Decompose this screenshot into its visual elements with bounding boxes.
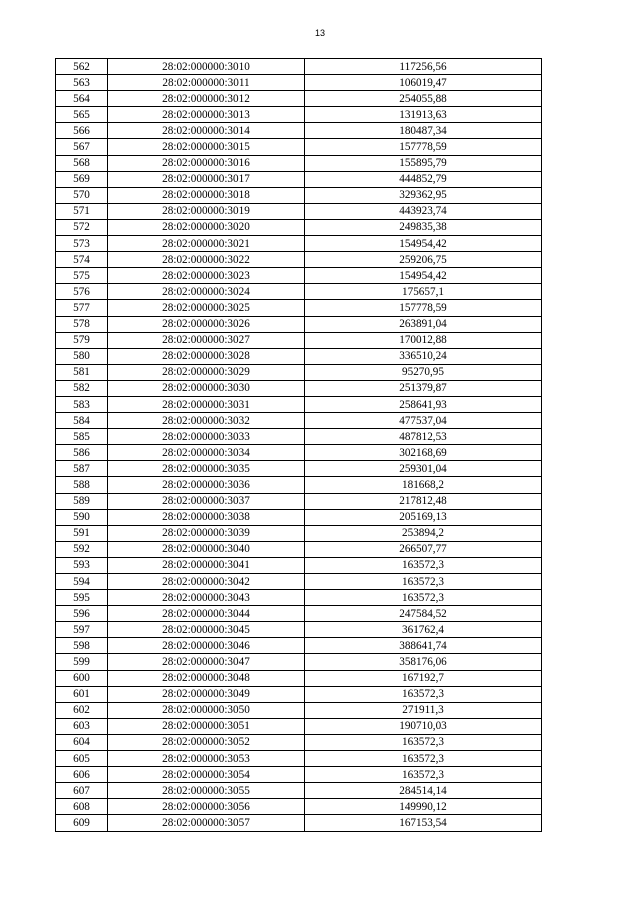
- value-cell: 163572,3: [305, 734, 542, 750]
- row-number-cell: 584: [56, 413, 108, 429]
- cadastral-number-cell: 28:02:000000:3023: [108, 268, 305, 284]
- value-cell: 253894,2: [305, 525, 542, 541]
- table-row: [56, 107, 542, 123]
- cadastral-number-cell: 28:02:000000:3029: [108, 364, 305, 380]
- value-cell: 170012,88: [305, 332, 542, 348]
- row-number-cell: 598: [56, 638, 108, 654]
- value-cell: 251379,87: [305, 380, 542, 396]
- row-number-cell: 588: [56, 477, 108, 493]
- table-row: [56, 91, 542, 107]
- row-number-cell: 583: [56, 396, 108, 412]
- table-row: [56, 574, 542, 590]
- table-row: [56, 557, 542, 573]
- value-cell: 358176,06: [305, 654, 542, 670]
- table-row: [56, 429, 542, 445]
- row-number-cell: 595: [56, 590, 108, 606]
- row-number-cell: 566: [56, 123, 108, 139]
- cadastral-number-cell: 28:02:000000:3016: [108, 155, 305, 171]
- table-row: [56, 252, 542, 268]
- row-number-cell: 576: [56, 284, 108, 300]
- cadastral-number-cell: 28:02:000000:3035: [108, 461, 305, 477]
- table-row: [56, 123, 542, 139]
- row-number-cell: 569: [56, 171, 108, 187]
- table-row: [56, 59, 542, 75]
- cadastral-number-cell: 28:02:000000:3011: [108, 75, 305, 91]
- value-cell: 163572,3: [305, 751, 542, 767]
- table-row: [56, 348, 542, 364]
- row-number-cell: 581: [56, 364, 108, 380]
- cadastral-number-cell: 28:02:000000:3044: [108, 606, 305, 622]
- table-row: [56, 590, 542, 606]
- row-number-cell: 586: [56, 445, 108, 461]
- table-row: [56, 445, 542, 461]
- value-cell: 477537,04: [305, 413, 542, 429]
- value-cell: 181668,2: [305, 477, 542, 493]
- value-cell: 259301,04: [305, 461, 542, 477]
- cadastral-number-cell: 28:02:000000:3034: [108, 445, 305, 461]
- value-cell: 154954,42: [305, 236, 542, 252]
- row-number-cell: 597: [56, 622, 108, 638]
- cadastral-number-cell: 28:02:000000:3022: [108, 252, 305, 268]
- value-cell: 106019,47: [305, 75, 542, 91]
- row-number-cell: 570: [56, 187, 108, 203]
- value-cell: 157778,59: [305, 300, 542, 316]
- value-cell: 163572,3: [305, 686, 542, 702]
- row-number-cell: 606: [56, 767, 108, 783]
- row-number-cell: 578: [56, 316, 108, 332]
- value-cell: 155895,79: [305, 155, 542, 171]
- cadastral-number-cell: 28:02:000000:3057: [108, 815, 305, 831]
- cadastral-table: [55, 58, 542, 832]
- row-number-cell: 563: [56, 75, 108, 91]
- table-row: [56, 268, 542, 284]
- cadastral-number-cell: 28:02:000000:3039: [108, 525, 305, 541]
- row-number-cell: 568: [56, 155, 108, 171]
- value-cell: 247584,52: [305, 606, 542, 622]
- value-cell: 190710,03: [305, 718, 542, 734]
- cadastral-number-cell: 28:02:000000:3045: [108, 622, 305, 638]
- cadastral-number-cell: 28:02:000000:3054: [108, 767, 305, 783]
- cadastral-number-cell: 28:02:000000:3046: [108, 638, 305, 654]
- cadastral-number-cell: 28:02:000000:3028: [108, 348, 305, 364]
- value-cell: 163572,3: [305, 767, 542, 783]
- cadastral-number-cell: 28:02:000000:3019: [108, 203, 305, 219]
- value-cell: 131913,63: [305, 107, 542, 123]
- cadastral-number-cell: 28:02:000000:3055: [108, 783, 305, 799]
- table-row: [56, 718, 542, 734]
- table-row: [56, 509, 542, 525]
- cadastral-number-cell: 28:02:000000:3013: [108, 107, 305, 123]
- row-number-cell: 564: [56, 91, 108, 107]
- table-row: [56, 364, 542, 380]
- table-row: [56, 751, 542, 767]
- row-number-cell: 572: [56, 219, 108, 235]
- value-cell: 443923,74: [305, 203, 542, 219]
- row-number-cell: 565: [56, 107, 108, 123]
- row-number-cell: 579: [56, 332, 108, 348]
- cadastral-number-cell: 28:02:000000:3012: [108, 91, 305, 107]
- row-number-cell: 609: [56, 815, 108, 831]
- value-cell: 302168,69: [305, 445, 542, 461]
- row-number-cell: 593: [56, 557, 108, 573]
- cadastral-number-cell: 28:02:000000:3038: [108, 509, 305, 525]
- value-cell: 163572,3: [305, 574, 542, 590]
- row-number-cell: 592: [56, 541, 108, 557]
- value-cell: 163572,3: [305, 557, 542, 573]
- table-row: [56, 236, 542, 252]
- cadastral-number-cell: 28:02:000000:3049: [108, 686, 305, 702]
- table-row: [56, 139, 542, 155]
- cadastral-number-cell: 28:02:000000:3042: [108, 574, 305, 590]
- value-cell: 336510,24: [305, 348, 542, 364]
- table-row: [56, 525, 542, 541]
- table-row: [56, 187, 542, 203]
- value-cell: 361762,4: [305, 622, 542, 638]
- value-cell: 149990,12: [305, 799, 542, 815]
- row-number-cell: 603: [56, 718, 108, 734]
- value-cell: 258641,93: [305, 396, 542, 412]
- table-row: [56, 316, 542, 332]
- cadastral-number-cell: 28:02:000000:3015: [108, 139, 305, 155]
- table-row: [56, 396, 542, 412]
- value-cell: 263891,04: [305, 316, 542, 332]
- value-cell: 157778,59: [305, 139, 542, 155]
- cadastral-number-cell: 28:02:000000:3021: [108, 236, 305, 252]
- row-number-cell: 587: [56, 461, 108, 477]
- row-number-cell: 577: [56, 300, 108, 316]
- row-number-cell: 596: [56, 606, 108, 622]
- value-cell: 163572,3: [305, 590, 542, 606]
- table-row: [56, 203, 542, 219]
- table-row: [56, 477, 542, 493]
- cadastral-number-cell: 28:02:000000:3033: [108, 429, 305, 445]
- cadastral-number-cell: 28:02:000000:3032: [108, 413, 305, 429]
- value-cell: 154954,42: [305, 268, 542, 284]
- value-cell: 259206,75: [305, 252, 542, 268]
- value-cell: 254055,88: [305, 91, 542, 107]
- row-number-cell: 562: [56, 59, 108, 75]
- value-cell: 266507,77: [305, 541, 542, 557]
- cadastral-number-cell: 28:02:000000:3043: [108, 590, 305, 606]
- cadastral-number-cell: 28:02:000000:3047: [108, 654, 305, 670]
- table-row: [56, 783, 542, 799]
- row-number-cell: 602: [56, 702, 108, 718]
- table-row: [56, 606, 542, 622]
- table-row: [56, 75, 542, 91]
- cadastral-number-cell: 28:02:000000:3026: [108, 316, 305, 332]
- row-number-cell: 604: [56, 734, 108, 750]
- row-number-cell: 580: [56, 348, 108, 364]
- value-cell: 205169,13: [305, 509, 542, 525]
- row-number-cell: 571: [56, 203, 108, 219]
- row-number-cell: 575: [56, 268, 108, 284]
- cadastral-number-cell: 28:02:000000:3050: [108, 702, 305, 718]
- row-number-cell: 600: [56, 670, 108, 686]
- table-row: [56, 622, 542, 638]
- value-cell: 329362,95: [305, 187, 542, 203]
- row-number-cell: 599: [56, 654, 108, 670]
- cadastral-number-cell: 28:02:000000:3052: [108, 734, 305, 750]
- value-cell: 444852,79: [305, 171, 542, 187]
- cadastral-number-cell: 28:02:000000:3051: [108, 718, 305, 734]
- table-row: [56, 155, 542, 171]
- cadastral-number-cell: 28:02:000000:3010: [108, 59, 305, 75]
- cadastral-number-cell: 28:02:000000:3040: [108, 541, 305, 557]
- row-number-cell: 590: [56, 509, 108, 525]
- table-row: [56, 380, 542, 396]
- cadastral-number-cell: 28:02:000000:3020: [108, 219, 305, 235]
- table-row: [56, 670, 542, 686]
- value-cell: 388641,74: [305, 638, 542, 654]
- table-body: [56, 59, 542, 832]
- row-number-cell: 591: [56, 525, 108, 541]
- cadastral-number-cell: 28:02:000000:3018: [108, 187, 305, 203]
- table-row: [56, 171, 542, 187]
- cadastral-number-cell: 28:02:000000:3030: [108, 380, 305, 396]
- value-cell: 167153,54: [305, 815, 542, 831]
- table-row: [56, 541, 542, 557]
- cadastral-number-cell: 28:02:000000:3041: [108, 557, 305, 573]
- table-row: [56, 413, 542, 429]
- table-row: [56, 799, 542, 815]
- cadastral-number-cell: 28:02:000000:3025: [108, 300, 305, 316]
- table-row: [56, 332, 542, 348]
- table-row: [56, 461, 542, 477]
- row-number-cell: 605: [56, 751, 108, 767]
- value-cell: 487812,53: [305, 429, 542, 445]
- cadastral-number-cell: 28:02:000000:3048: [108, 670, 305, 686]
- cadastral-number-cell: 28:02:000000:3053: [108, 751, 305, 767]
- cadastral-number-cell: 28:02:000000:3024: [108, 284, 305, 300]
- value-cell: 180487,34: [305, 123, 542, 139]
- row-number-cell: 573: [56, 236, 108, 252]
- cadastral-number-cell: 28:02:000000:3027: [108, 332, 305, 348]
- table-row: [56, 767, 542, 783]
- row-number-cell: 582: [56, 380, 108, 396]
- table-row: [56, 493, 542, 509]
- value-cell: 217812,48: [305, 493, 542, 509]
- table-row: [56, 686, 542, 702]
- table-row: [56, 284, 542, 300]
- value-cell: 175657,1: [305, 284, 542, 300]
- cadastral-number-cell: 28:02:000000:3036: [108, 477, 305, 493]
- cadastral-number-cell: 28:02:000000:3037: [108, 493, 305, 509]
- row-number-cell: 607: [56, 783, 108, 799]
- row-number-cell: 601: [56, 686, 108, 702]
- table-row: [56, 702, 542, 718]
- cadastral-number-cell: 28:02:000000:3031: [108, 396, 305, 412]
- page-number: 13: [314, 28, 325, 38]
- table-row: [56, 300, 542, 316]
- table-row: [56, 219, 542, 235]
- cadastral-number-cell: 28:02:000000:3056: [108, 799, 305, 815]
- table-row: [56, 638, 542, 654]
- row-number-cell: 594: [56, 574, 108, 590]
- row-number-cell: 589: [56, 493, 108, 509]
- table-row: [56, 815, 542, 831]
- value-cell: 284514,14: [305, 783, 542, 799]
- row-number-cell: 567: [56, 139, 108, 155]
- cadastral-number-cell: 28:02:000000:3014: [108, 123, 305, 139]
- value-cell: 249835,38: [305, 219, 542, 235]
- table-row: [56, 734, 542, 750]
- row-number-cell: 585: [56, 429, 108, 445]
- value-cell: 271911,3: [305, 702, 542, 718]
- cadastral-number-cell: 28:02:000000:3017: [108, 171, 305, 187]
- value-cell: 167192,7: [305, 670, 542, 686]
- table-row: [56, 654, 542, 670]
- row-number-cell: 574: [56, 252, 108, 268]
- value-cell: 95270,95: [305, 364, 542, 380]
- value-cell: 117256,56: [305, 59, 542, 75]
- row-number-cell: 608: [56, 799, 108, 815]
